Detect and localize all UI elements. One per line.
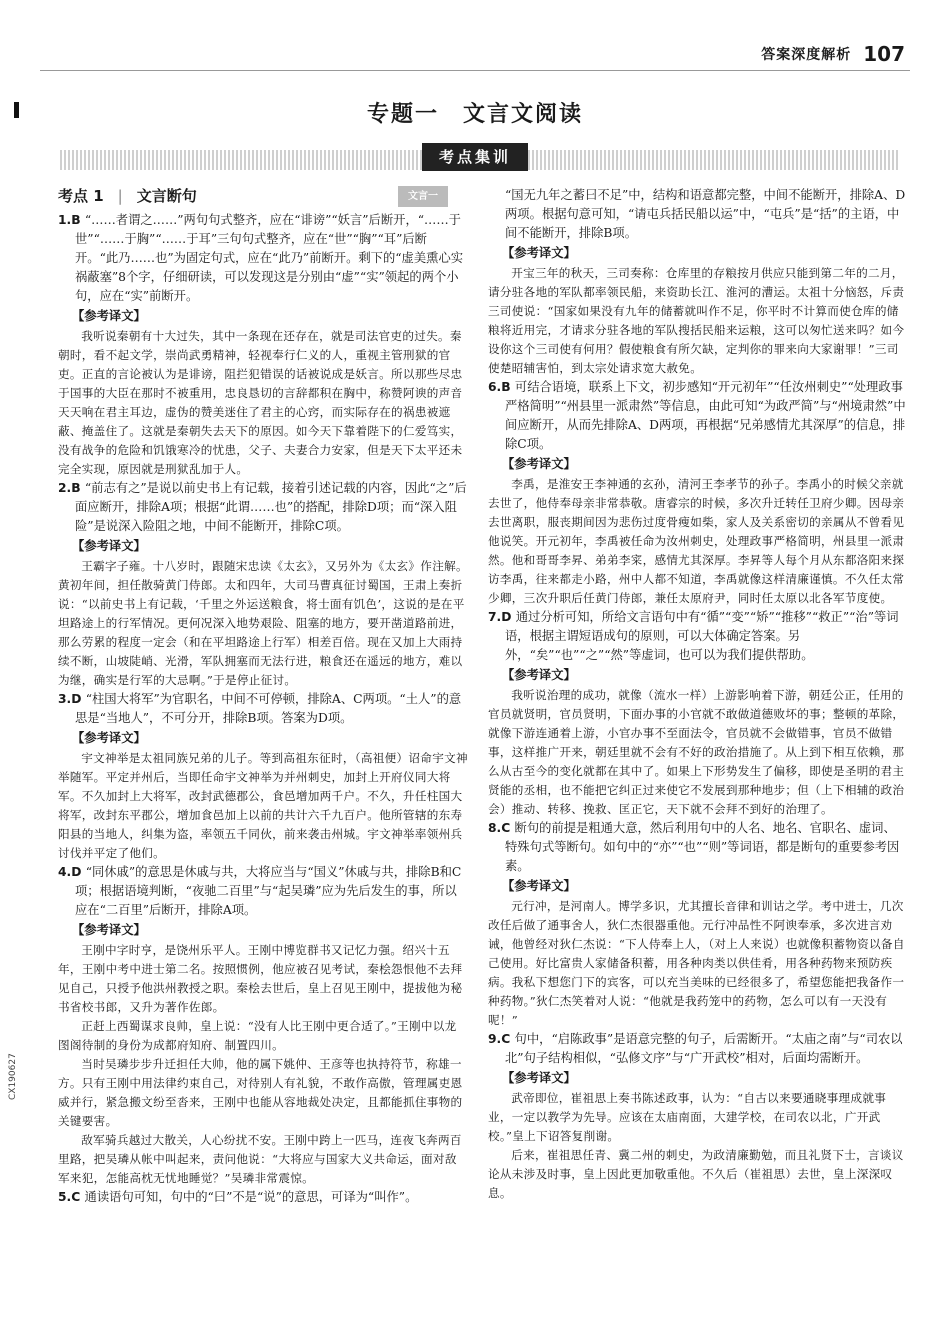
section-title: 文言断句	[136, 187, 197, 205]
answer-number: 2.B	[58, 481, 85, 495]
left-column-body	[58, 211, 468, 1207]
answer-item	[488, 819, 908, 876]
reference-translation-heading: 【参考译文】	[502, 1071, 576, 1085]
section-heading	[58, 186, 468, 207]
answer-item	[58, 863, 468, 920]
translation-paragraph: 开宝三年的秋天，三司奏称：仓库里的存粮按月供应只能到第二年的二月，请分驻各地的军队都率领民船，来资助长江、淮河的漕运。太祖十分恼怒，斥责三司使说：“国家如果没有九年的储蓄就叫作不足，你平时不计算而使仓库的储粮将近用完，才请求分驻各地的军队搜括民船来运粮，这可以匆忙送来吗？如今设你这个三司使有何用？假使粮食有所欠缺，定判你的罪来向大家谢罪！”三司使楚昭辅害怕，到太宗处请求宽大赦免。	[488, 266, 905, 375]
answer-number: 9.C	[488, 1032, 515, 1046]
reference-translation-heading: 【参考译文】	[72, 731, 146, 745]
answer-text: 可结合语境，联系上下文，初步感知“开元初年”“任汝州刺史”“处理政事严格简明”“州县里一派肃然”等信息，由此可知“为政严简”与“州境肃然”中间应断开，从而先排除A、D两项，再根据“兄弟感情尤其深厚”的信息，排除C项。	[505, 380, 906, 451]
reference-translation-heading: 【参考译文】	[502, 879, 576, 893]
reference-translation-heading: 【参考译文】	[72, 539, 146, 553]
translation-paragraph: 当时吴璘步步升迁担任大帅，他的属下姚仲、王彦等也执持符节，称雄一方。只有王刚中用法律约束自己，对待别人有礼貌，不敢作高傲，管理属吏恩威并行，紧急搬文纷至沓来，王刚中也能从容地裁处决定，且都能抓住事物的关键要害。	[58, 1057, 463, 1128]
answer-item	[488, 378, 908, 454]
answer-item	[58, 479, 468, 536]
answer-number: 6.B	[488, 380, 515, 394]
reference-translation-heading: 【参考译文】	[72, 309, 146, 323]
translation-paragraph: 我听说秦朝有十大过失，其中一条现在还存在，就是司法官吏的过失。秦朝时，看不起文学，崇尚武勇精神，轻视奉行仁义的人，重视主管刑狱的官吏。正直的言论被认为是诽谤，阻拦犯错误的话被说成是妖言。所以那些尽忠于国事的大臣在那时不被重用，忠良恳切的言辞都积在胸中，称赞阿谀的声音天天响在君主耳边，虚伪的赞美迷住了君主的心窍，而实际存在的祸患被遮蔽、掩盖住了。这就是秦朝失去天下的原因。如今天下靠着陛下的仁爱笃实，没有战争的危险和饥饿寒冷的忧患，父子、夫妻合力安家，但是天下太平还未完全实现，原因就是刑狱乱加于人。	[58, 329, 463, 476]
translation-paragraph: 王霸字子雍。十八岁时，跟随宋忠读《太玄》，又另外为《太玄》作注解。黄初年间，担任散骑黄门侍郎。太和四年，大司马曹真征讨蜀国，王肃上奏折说：“以前史书上有记载，‘千里之外运送粮食，将士面有饥色’，这说的是在平坦路途上的行军情况。更何况深入地势艰险、阻塞的地方，要开凿道路前进，那么劳累的程度一定会（和在平坦路途上行军）相差百倍。现在又加上大雨持续不断，山坡陡峭、光滑，军队拥塞而无法行进，粮食还在遥远的地方，难以为继，确实是行军的大忌啊。”于是停止征讨。	[58, 559, 468, 687]
reference-translation-heading: 【参考译文】	[72, 923, 146, 937]
answer-text: 通读语句可知，句中的“曰”不是“说”的意思，可译为“叫作”。	[84, 1190, 418, 1204]
section-tag: 文言一	[398, 186, 448, 207]
answer-item	[58, 690, 468, 728]
translation-paragraph: 元行冲，是河南人。博学多识，尤其擅长音律和训诂之学。考中进士，几次改任后做了通事舍人，狄仁杰很器重他。元行冲品性不阿谀奉承，多次进言劝诫，他曾经对狄仁杰说：“下人侍奉上人，（对上人来说）也就像积蓄物资以备自己使用。好比富贵人家储备积蓄，用各种肉类以供佳肴，用各种药物来预防疾病。我私下想您门下的宾客，可以充当美味的已经很多了，希望您能把我备作一种药物。”狄仁杰笑着对人说：“他就是我药笼中的药物，怎么可以有一天没有呢！”	[488, 899, 905, 1027]
left-column	[58, 186, 468, 1207]
page-header	[761, 42, 905, 66]
section-divider: |	[117, 187, 123, 205]
answer-number: 8.C	[488, 821, 515, 835]
answer-number: 5.C	[58, 1190, 85, 1204]
translation-paragraph: 李禹，是淮安王李神通的玄孙，清河王李孝节的孙子。李禹小的时候父亲就去世了，他侍奉母亲非常恭敬。唐睿宗的时候，多次升迁转任卫府少卿。因母亲去世离职，服丧期间因为悲伤过度骨瘦如柴，家人及关系密切的亲属从不曾看见他说笑。开元初年，李禹被任命为汝州刺史，处理政事严格简明，州县里一派肃然。他和哥哥李昇、弟弟李寀，感情尤其深厚。李昇等人每个月从东都洛阳来探访李禹，往来都走小路，州中人都不知道，李禹就像这样清廉谨慎。不久任太常少卿，三次升职后任黄门侍郎，兼任太原府尹，同时任太原以北各军节度使。	[488, 477, 905, 605]
answer-text: 句中，“启陈政事”是语意完整的句子，后需断开。“太庙之南”与“司农以北”句子结构相似，“弘修文序”与“广开武校”相对，后面均需断开。	[505, 1032, 903, 1065]
translation-paragraph: 后来，崔祖思任青、冀二州的刺史，为政清廉勤勉，而且礼贤下士，言谈议论从未涉及时事，皇上因此更加敬重他。不久后（崔祖思）去世，皇上深深叹息。	[488, 1148, 904, 1200]
answer-number: 1.B	[58, 213, 85, 227]
chapter-title: 专题一 文言文阅读	[366, 102, 583, 127]
translation-paragraph: 敌军骑兵越过大散关，人心纷扰不安。王刚中跨上一匹马，连夜飞奔两百里路，把吴璘从帐中叫起来，责问他说：“大将应与国家大义共命运，面对敌军来犯，怎能高枕无忧地睡觉？”吴璘非常震惊。	[58, 1133, 462, 1185]
answer-text: 断句的前提是粗通大意，然后利用句中的人名、地名、官职名、虚词、特殊句式等断句。如句中的“亦”“也”“则”等词语，都是断句的重要参考因素。	[505, 821, 900, 873]
answer-text: “……者谓之……”两句句式整齐，应在“诽谤”“妖言”后断开，“……于世”“……于胸”“……于耳”三句句式整齐，应在“世”“胸”“耳”后断开。“此乃……也”为固定句式，应在“此乃”前断开。剩下的“虚美熏心实祸蔽塞”8个字，仔细研读，可以发现这是分别由“虚”“实”领起的两个小句，应在“实”前断开。	[75, 213, 464, 303]
translation-paragraph: 我听说治理的成功，就像（流水一样）上游影响着下游，朝廷公正，任用的官员就贤明，官员贤明，下面办事的小官就不敢做道德败坏的事；整顿的革除，就像下游连通着上游，小官办事不至面法令，官员就不会做错事，官员不做错事，这样推广开来，朝廷里就不会有不好的政治措施了。从上到下相互依赖，那么从古至今的变化就都在其中了。如果上下形势发生了偏移，即使是圣明的君主贤能的丞相，也不能把它纠正过来使它不发展到那种地步；但（上下相辅的政治会）推动、转移、挽救、匡正它，天下就不会拜不到好的治理了。	[488, 688, 905, 816]
right-column-body	[488, 186, 908, 1203]
translation-paragraph: 武帝即位，崔祖思上奏书陈述政事，认为：“自古以来要通晓事理成就事业，一定以教学为先导。应该在太庙南面，大建学校，在司农以北，广开武校。”皇上下诏答复削谢。	[488, 1091, 887, 1143]
answer-item	[488, 1030, 908, 1068]
answer-text: “柱国大将军”为官职名，中间不可停顿，排除A、C两项。“土人”的意思是“当地人”，不可分开，排除B项。答案为D项。	[75, 692, 462, 725]
header-divider	[40, 70, 910, 71]
right-column	[488, 186, 908, 1203]
answer-item	[58, 1188, 468, 1207]
reference-translation-heading: 【参考译文】	[502, 246, 576, 260]
answer-text: 通过分析可知，所给文言语句中有“循”“变”“矫”“推移”“救正”“治”等词语，根据主谓短语成句的原则，可以大体确定答案。另外，“矣”“也”“之”“然”等虚词，也可以为我们提供帮助。	[505, 610, 899, 662]
translation-paragraph: 王刚中字时亨，是饶州乐平人。王刚中博览群书又记忆力强。绍兴十五年，王刚中考中进士第二名。按照惯例，他应被召见考试，秦桧怨恨他不去拜见自己，只授予他洪州教授之职。秦桧去世后，皇上召见王刚中，提拔他为秘书省校书郎，又升为著作佐郎。	[58, 943, 463, 1014]
page-number: 107	[863, 42, 905, 66]
answer-number: 3.D	[58, 692, 86, 706]
reference-translation-heading: 【参考译文】	[502, 457, 576, 471]
header-label: 答案深度解析	[761, 47, 852, 63]
answer-text: “前志有之”是说以前史书上有记载，接着引述记载的内容，因此“之”后面应断开，排除A项；根据“此谓……也”的搭配，排除D项；而“深入阻险”是说深入险阻之地，中间不能断开，排除C项。	[75, 481, 467, 533]
answer-number: 7.D	[488, 610, 516, 624]
answer-item	[488, 608, 908, 665]
answer-text: “同休戚”的意思是休戚与共，大将应当与“国义”休戚与共，排除B和C项；根据语境判断，“夜驰二百里”与“起吴璘”应为先后发生的事，所以应在“二百里”后断开，排除A项。	[75, 865, 462, 917]
answer-continuation: “国无九年之蓄曰不足”中，结构和语意都完整，中间不能断开，排除A、D两项。根据句意可知，“请屯兵括民船以运”中，“屯兵”是“括”的主语，中间不能断开，排除B项。	[505, 188, 906, 240]
reference-translation-heading: 【参考译文】	[502, 668, 576, 682]
banner-label: 考点集训	[422, 143, 528, 171]
side-code: CX190627	[8, 1053, 18, 1100]
section-label: 考点 1	[58, 187, 104, 205]
translation-paragraph: 正赶上西蜀谋求良帅，皇上说：“没有人比王刚中更合适了。”王刚中以龙图阁待制的身份为成都府知府、制置四川。	[58, 1019, 457, 1052]
translation-paragraph: 宇文神举是太祖同族兄弟的儿子。等到高祖东征时，（高祖便）诏命宇文神举随军。平定并州后，当即任命宇文神举为并州刺史，加封上开府仪同大将军。不久加封上大将军，改封武德郡公，食邑增加两千户。不久，升任柱国大将军，改封东平郡公，增加食邑加上以前的共计六千九百户。他所管辖的东寿阳县的当地人，纠集为盗，率领五千同伙，前来袭击州城。宇文神举率领州兵讨伐并平定了他们。	[58, 751, 468, 860]
answer-number: 4.D	[58, 865, 86, 879]
answer-item	[58, 211, 468, 306]
